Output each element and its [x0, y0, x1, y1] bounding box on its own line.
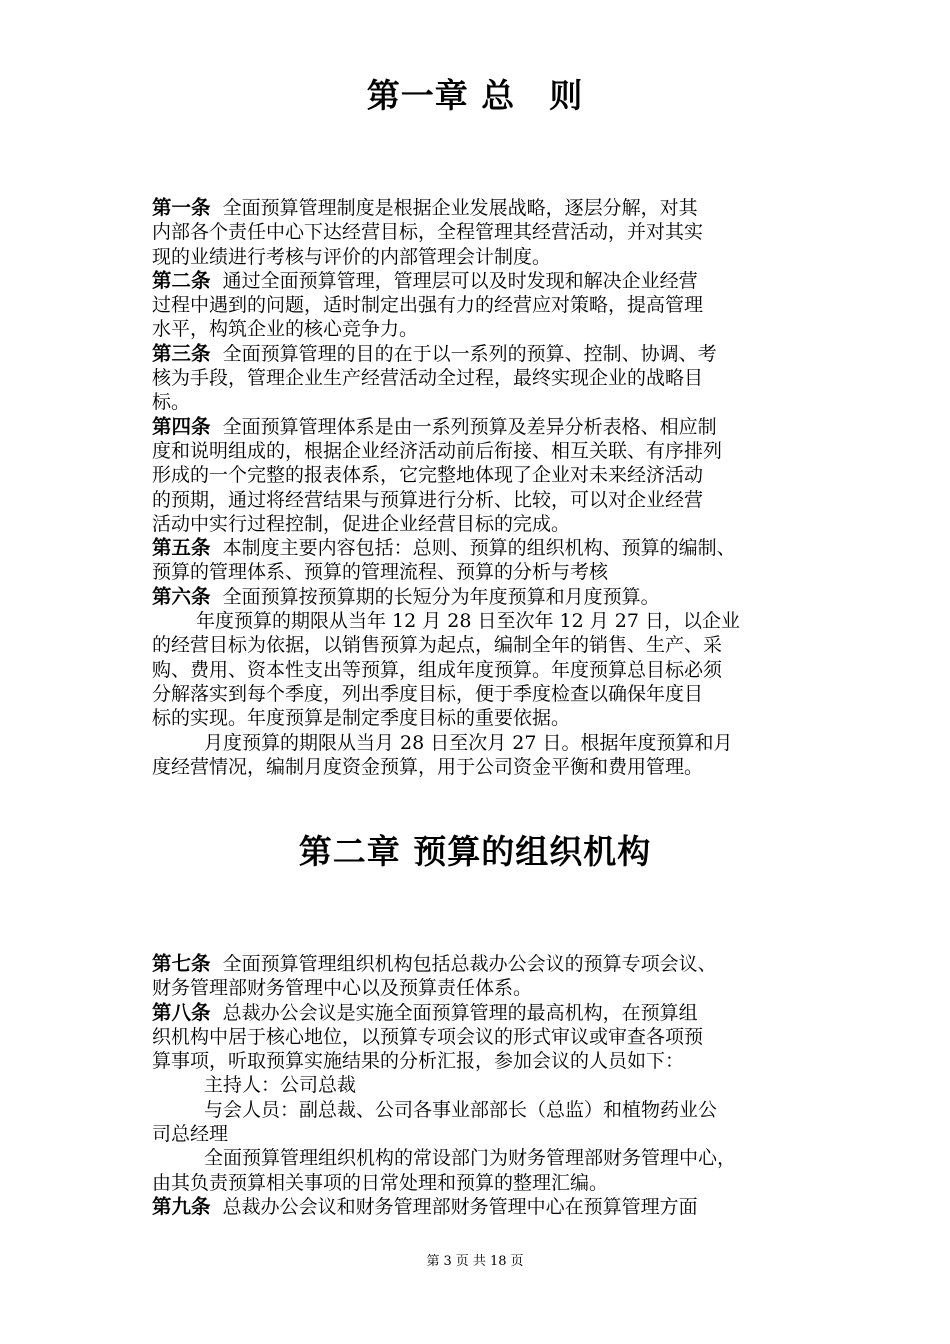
text-line [152, 1146, 822, 1170]
text-line [152, 633, 822, 657]
text-line [152, 390, 822, 414]
text-line [152, 220, 822, 244]
text-line [152, 976, 822, 1000]
text-line [152, 512, 822, 536]
text-line [152, 731, 822, 755]
line-text: 司总经理 [152, 1123, 229, 1146]
chapter-1-body [152, 196, 822, 779]
line-text: 标的实现。年度预算是制定季度目标的重要依据。 [152, 707, 571, 730]
article-label: 第九条 [152, 1194, 211, 1218]
line-text: 度和说明组成的，根据企业经济活动前后衔接、相互关联、有序排列 [152, 439, 723, 462]
article-label: 第一条 [152, 196, 211, 219]
line-text: 全面预算管理的目的在于以一系列的预算、控制、协调、考 [222, 342, 717, 365]
article-label: 第七条 [152, 952, 211, 975]
text-line [152, 706, 822, 730]
line-text: 全面预算管理制度是根据企业发展战略，逐层分解，对其 [222, 197, 698, 219]
line-text: 主持人：公司总裁 [204, 1074, 357, 1097]
footer-suffix: 页 [510, 1254, 524, 1269]
text-line [152, 560, 822, 584]
text-line [152, 1098, 822, 1122]
line-text: 核为手段，管理企业生产经营活动全过程，最终实现企业的战略目 [152, 367, 704, 390]
article-line [152, 342, 822, 366]
page-number: 3 [443, 1254, 452, 1269]
line-text: 标。 [152, 391, 191, 414]
line-text: 水平，构筑企业的核心竞争力。 [152, 318, 419, 341]
article-label: 第二条 [152, 268, 211, 292]
text-line [152, 245, 822, 269]
article-line [152, 536, 822, 560]
article-line [152, 952, 822, 976]
article-label: 第八条 [152, 1000, 211, 1024]
line-text: 与会人员：副总裁、公司各事业部部长（总监）和植物药业公 [204, 1098, 718, 1121]
total-pages: 18 [489, 1254, 507, 1269]
chapter-2-body [152, 952, 822, 1219]
text-line [152, 1122, 822, 1146]
line-text: 预算的管理体系、预算的管理流程、预算的分析与考核 [152, 561, 609, 584]
footer-prefix: 第 [426, 1254, 440, 1269]
line-text: 过程中遇到的问题，适时制定出强有力的经营应对策略，提高管理 [152, 294, 704, 317]
article-label: 第六条 [152, 584, 211, 608]
text-line [152, 609, 822, 633]
text-line [152, 1049, 822, 1073]
article-label: 第四条 [152, 414, 211, 438]
line-text: 总裁办公会议是实施全面预算管理的最高机构，在预算组 [222, 1001, 698, 1024]
article-label: 第五条 [152, 536, 211, 560]
line-text: 财务管理部财务管理中心以及预算责任体系。 [152, 977, 533, 1000]
article-label: 第三条 [152, 341, 211, 365]
text-line [152, 1073, 822, 1097]
line-text: 全面预算管理体系是由一系列预算及差异分析表格、相应制 [222, 415, 717, 438]
text-line [152, 293, 822, 317]
line-text: 年度预算的期限从当年 12 月 28 日至次年 12 月 27 日，以企业 [196, 610, 741, 633]
line-text: 全面预算管理组织机构的常设部门为财务管理部财务管理中心， [204, 1147, 737, 1170]
page-footer [0, 1250, 950, 1269]
article-line [152, 269, 822, 293]
text-line [152, 366, 822, 390]
line-text: 活动中实行过程控制，促进企业经营目标的完成。 [152, 512, 571, 535]
line-text: 内部各个责任中心下达经营目标，全程管理其经营活动，并对其实 [152, 221, 704, 244]
line-text: 度经营情况，编制月度资金预算，用于公司资金平衡和费用管理。 [152, 755, 704, 778]
line-text: 本制度主要内容包括：总则、预算的组织机构、预算的编制、 [222, 537, 736, 560]
line-text: 织机构中居于核心地位，以预算专项会议的形式审议或审查各项预 [152, 1025, 704, 1048]
line-text: 算事项，听取预算实施结果的分析汇报，参加会议的人员如下： [152, 1050, 685, 1073]
line-text: 通过全面预算管理，管理层可以及时发现和解决企业经营 [222, 269, 698, 292]
line-text: 总裁办公会议和财务管理部财务管理中心在预算管理方面 [222, 1195, 698, 1218]
text-line [152, 755, 822, 779]
footer-mid: 页 共 [455, 1254, 486, 1269]
chapter-2-title: 第二章 预算的组织机构 [298, 832, 652, 871]
line-text: 全面预算管理组织机构包括总裁办公会议的预算专项会议、 [222, 953, 717, 975]
article-line [152, 415, 822, 439]
line-text: 分解落实到每个季度，列出季度目标，便于季度检查以确保年度目 [152, 682, 704, 705]
line-text: 购、费用、资本性支出等预算，组成年度预算。年度预算总目标必须 [152, 658, 723, 681]
text-line [152, 488, 822, 512]
line-text: 的经营目标为依据，以销售预算为起点，编制全年的销售、生产、采 [152, 634, 723, 657]
text-line [152, 1025, 822, 1049]
line-text: 由其负责预算相关事项的日常处理和预算的整理汇编。 [152, 1171, 609, 1194]
line-text: 的预期，通过将经营结果与预算进行分析、比较，可以对企业经营 [152, 488, 704, 511]
article-line [152, 1001, 822, 1025]
article-line [152, 1195, 822, 1219]
article-line [152, 196, 822, 220]
text-line [152, 682, 822, 706]
text-line [152, 1171, 822, 1195]
line-text: 全面预算按预算期的长短分为年度预算和月度预算。 [222, 585, 660, 608]
chapter-1-title: 第一章 总 则 [366, 76, 584, 115]
article-line [152, 585, 822, 609]
text-line [152, 439, 822, 463]
text-line [152, 463, 822, 487]
text-line [152, 317, 822, 341]
line-text: 形成的一个完整的报表体系，它完整地体现了企业对未来经济活动 [152, 464, 704, 487]
line-text: 月度预算的期限从当月 28 日至次月 27 日。根据年度预算和月 [204, 731, 733, 754]
text-line [152, 658, 822, 682]
line-text: 现的业绩进行考核与评价的内部管理会计制度。 [152, 245, 552, 268]
